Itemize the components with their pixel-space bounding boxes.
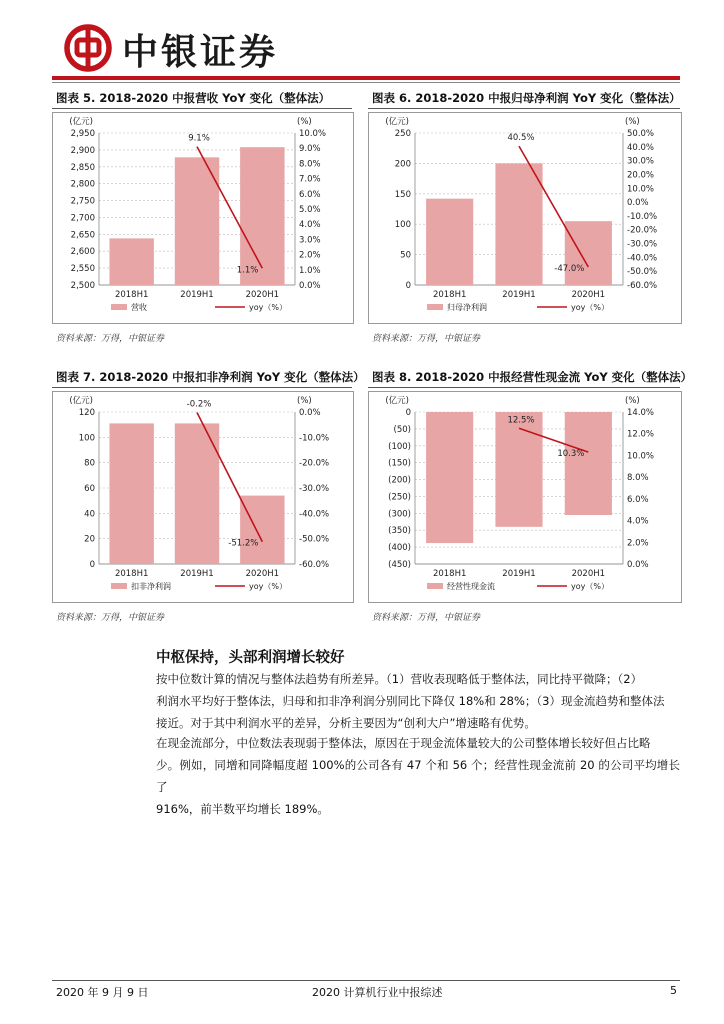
y-tick-label: (250) xyxy=(388,492,411,503)
y2-tick-label: -50.0% xyxy=(627,267,658,278)
bar xyxy=(495,163,542,285)
y2-tick-label: 10.0% xyxy=(627,184,655,195)
paragraph-1-line: 按中位数计算的情况与整体法趋势有所差异。（1）营收表现略低于整体法，同比持平微降；（2） xyxy=(156,672,643,686)
bar xyxy=(565,221,612,285)
footer-rule xyxy=(52,980,680,981)
legend-bar-label: 经营性现金流 xyxy=(447,582,495,591)
left-axis-unit: (亿元) xyxy=(385,117,409,127)
y2-tick-label: 0.0% xyxy=(627,198,649,209)
x-tick-label: 2018H1 xyxy=(114,290,149,300)
figure-6-title: 图表 6. 2018-2020 中报归母净利润 YoY 变化（整体法） xyxy=(372,91,681,105)
x-tick-label: 2020H1 xyxy=(245,290,280,300)
y2-tick-label: 0.0% xyxy=(299,408,321,418)
data-label: 1.1% xyxy=(236,265,259,276)
figure-5-chart-svg xyxy=(53,113,353,323)
y-tick-label: 2,900 xyxy=(70,145,95,156)
figure-5-chart xyxy=(52,112,354,324)
paragraph-1-line: 利润水平均好于整体法，归母和扣非净利润分别同比下降仅 18%和 28%；（3）现金流趋势和整体法 xyxy=(156,694,665,708)
y-tick-label: (300) xyxy=(388,509,411,520)
figure-6-title-rule xyxy=(368,108,680,109)
figure-6-chart xyxy=(368,112,682,324)
y2-tick-label: -30.0% xyxy=(299,484,330,494)
right-axis-unit: (%) xyxy=(297,117,312,127)
y-tick-label: 2,500 xyxy=(70,281,95,291)
bar xyxy=(426,412,473,543)
y-tick-label: 2,950 xyxy=(70,129,95,139)
y2-tick-label: 9.0% xyxy=(299,144,321,155)
right-axis-unit: (%) xyxy=(625,117,640,127)
paragraph-2-line: 916%，前半数平均增长 189%。 xyxy=(156,802,329,816)
y-tick-label: 0 xyxy=(89,560,95,570)
y-tick-label: 0 xyxy=(405,281,411,291)
figure-8-title-rule xyxy=(368,387,680,388)
y-tick-label: (150) xyxy=(388,458,411,469)
x-tick-label: 2019H1 xyxy=(502,290,536,300)
figure-8-chart xyxy=(368,391,682,603)
figure-5-title-rule xyxy=(52,108,352,109)
paragraph-1-line: 接近。对于其中利润水平的差异，分析主要因为“创利大户”增速略有优势。 xyxy=(156,716,536,730)
y2-tick-label: -10.0% xyxy=(627,211,658,222)
figure-8-chart-svg xyxy=(369,392,681,602)
legend-line-label: yoy（%） xyxy=(249,582,287,591)
data-label: 10.3% xyxy=(557,449,585,460)
y-tick-label: (200) xyxy=(388,475,411,486)
y-tick-label: (400) xyxy=(388,543,411,554)
data-label: 12.5% xyxy=(507,415,535,426)
y2-tick-label: 1.0% xyxy=(299,265,321,276)
legend-bar-label: 归母净利润 xyxy=(447,303,487,312)
y-tick-label: 250 xyxy=(394,129,411,139)
paragraph-2 xyxy=(156,732,680,820)
y2-tick-label: 0.0% xyxy=(627,560,649,570)
y2-tick-label: 8.0% xyxy=(299,159,321,170)
bar xyxy=(109,238,153,285)
data-label: 40.5% xyxy=(507,133,535,144)
y2-tick-label: -60.0% xyxy=(299,560,330,570)
x-tick-label: 2020H1 xyxy=(571,569,606,579)
y-tick-label: 20 xyxy=(84,534,95,545)
left-axis-unit: (亿元) xyxy=(69,396,93,406)
y2-tick-label: -40.0% xyxy=(299,509,330,520)
paragraph-1 xyxy=(156,668,680,734)
y-tick-label: 2,850 xyxy=(70,162,95,173)
figure-7-source: 资料来源：万得，中银证券 xyxy=(56,613,165,623)
data-label: -51.2% xyxy=(228,538,259,549)
y-tick-label: 2,700 xyxy=(70,213,95,224)
y2-tick-label: 2.0% xyxy=(299,250,321,261)
y-tick-label: 80 xyxy=(84,458,95,469)
figure-7-title-rule xyxy=(52,387,352,388)
y2-tick-label: -60.0% xyxy=(627,281,658,291)
legend-line-label: yoy（%） xyxy=(571,582,609,591)
y-tick-label: 2,650 xyxy=(70,230,95,241)
paragraph-2-line: 在现金流部分，中位数法表现弱于整体法，原因在于现金流体量较大的公司整体增长较好但占比略 xyxy=(156,736,651,750)
bar xyxy=(495,412,542,527)
x-tick-label: 2019H1 xyxy=(502,569,536,579)
x-tick-label: 2018H1 xyxy=(114,569,149,579)
y-tick-label: (100) xyxy=(388,441,411,452)
legend-bar-label: 营收 xyxy=(131,303,147,312)
right-axis-unit: (%) xyxy=(297,396,312,406)
legend-bar-swatch xyxy=(111,304,127,310)
figure-6-source: 资料来源：万得，中银证券 xyxy=(372,334,481,344)
data-label: 9.1% xyxy=(188,133,210,144)
y2-tick-label: 20.0% xyxy=(627,170,655,181)
figure-7-chart-svg xyxy=(53,392,353,602)
y-tick-label: 100 xyxy=(78,433,95,444)
legend-bar-swatch xyxy=(111,583,127,589)
y-tick-label: (350) xyxy=(388,526,411,537)
y2-tick-label: 50.0% xyxy=(627,129,655,139)
bank-of-china-logo-icon xyxy=(64,24,112,72)
y-tick-label: 100 xyxy=(394,220,411,231)
brand-name: 中银证券 xyxy=(122,31,279,73)
footer-doc-title: 2020 计算机行业中报综述 xyxy=(312,986,443,999)
y-tick-label: 120 xyxy=(78,408,95,418)
header-red-bar xyxy=(52,76,680,80)
data-label: -47.0% xyxy=(554,264,585,275)
y2-tick-label: -20.0% xyxy=(627,225,658,236)
brand-logo xyxy=(64,24,112,72)
left-axis-unit: (亿元) xyxy=(385,396,409,406)
footer-page-number: 5 xyxy=(670,984,677,997)
y2-tick-label: 14.0% xyxy=(627,408,655,418)
y2-tick-label: 30.0% xyxy=(627,156,655,167)
paragraph-2-line: 少。例如，同增和同降幅度超 100%的公司各有 47 个和 56 个；经营性现金流前 20 的公司平均增长了 xyxy=(156,758,680,794)
legend-bar-swatch xyxy=(427,304,443,310)
y2-tick-label: -30.0% xyxy=(627,239,658,250)
y2-tick-label: 8.0% xyxy=(627,473,649,484)
bar xyxy=(109,423,153,564)
y2-tick-label: 5.0% xyxy=(299,205,321,215)
legend-line-label: yoy（%） xyxy=(571,303,609,312)
y2-tick-label: -10.0% xyxy=(299,433,330,444)
figure-7-title: 图表 7. 2018-2020 中报扣非净利润 YoY 变化（整体法） xyxy=(56,370,365,384)
figure-5-source: 资料来源：万得，中银证券 xyxy=(56,334,165,344)
y2-tick-label: 7.0% xyxy=(299,174,321,185)
x-tick-label: 2019H1 xyxy=(180,290,214,300)
y2-tick-label: -20.0% xyxy=(299,458,330,469)
data-label: -0.2% xyxy=(186,399,212,410)
bar xyxy=(240,496,284,564)
y-tick-label: 2,550 xyxy=(70,264,95,275)
y2-tick-label: 40.0% xyxy=(627,142,655,153)
section-heading: 中枢保持，头部利润增长较好 xyxy=(156,650,345,666)
bar xyxy=(426,199,473,285)
y-tick-label: 2,600 xyxy=(70,247,95,258)
left-axis-unit: (亿元) xyxy=(69,117,93,127)
y-tick-label: 40 xyxy=(84,509,95,520)
right-axis-unit: (%) xyxy=(625,396,640,406)
x-tick-label: 2018H1 xyxy=(432,569,467,579)
y2-tick-label: 2.0% xyxy=(627,538,649,549)
figure-8-title: 图表 8. 2018-2020 中报经营性现金流 YoY 变化（整体法） xyxy=(372,370,693,384)
legend-bar-swatch xyxy=(427,583,443,589)
y2-tick-label: 4.0% xyxy=(299,220,321,231)
figure-6-chart-svg xyxy=(369,113,681,323)
figure-8-source: 资料来源：万得，中银证券 xyxy=(372,613,481,623)
y2-tick-label: 6.0% xyxy=(627,494,649,505)
y-tick-label: 0 xyxy=(405,408,411,418)
y-tick-label: 150 xyxy=(394,189,411,200)
y-tick-label: 2,800 xyxy=(70,179,95,190)
y2-tick-label: 10.0% xyxy=(627,451,655,462)
y2-tick-label: 6.0% xyxy=(299,189,321,200)
x-tick-label: 2019H1 xyxy=(180,569,214,579)
y-tick-label: 2,750 xyxy=(70,196,95,207)
y2-tick-label: -50.0% xyxy=(299,534,330,545)
figure-7-chart xyxy=(52,391,354,603)
y2-tick-label: 0.0% xyxy=(299,281,321,291)
y-tick-label: (50) xyxy=(393,424,411,435)
footer-date: 2020 年 9 月 9 日 xyxy=(56,986,149,999)
y2-tick-label: 12.0% xyxy=(627,429,655,440)
y2-tick-label: -40.0% xyxy=(627,253,658,264)
legend-line-label: yoy（%） xyxy=(249,303,287,312)
x-tick-label: 2020H1 xyxy=(571,290,606,300)
y2-tick-label: 10.0% xyxy=(299,129,327,139)
y-tick-label: 200 xyxy=(394,159,411,170)
y-tick-label: 60 xyxy=(84,484,95,494)
y-tick-label: 50 xyxy=(400,250,411,261)
bar xyxy=(565,412,612,515)
x-tick-label: 2018H1 xyxy=(432,290,467,300)
legend-bar-label: 扣非净利润 xyxy=(131,582,171,591)
figure-5-title: 图表 5. 2018-2020 中报营收 YoY 变化（整体法） xyxy=(56,91,331,105)
y-tick-label: (450) xyxy=(388,560,411,570)
header-gray-line xyxy=(52,82,680,83)
y2-tick-label: 4.0% xyxy=(627,516,649,527)
x-tick-label: 2020H1 xyxy=(245,569,280,579)
y2-tick-label: 3.0% xyxy=(299,235,321,246)
